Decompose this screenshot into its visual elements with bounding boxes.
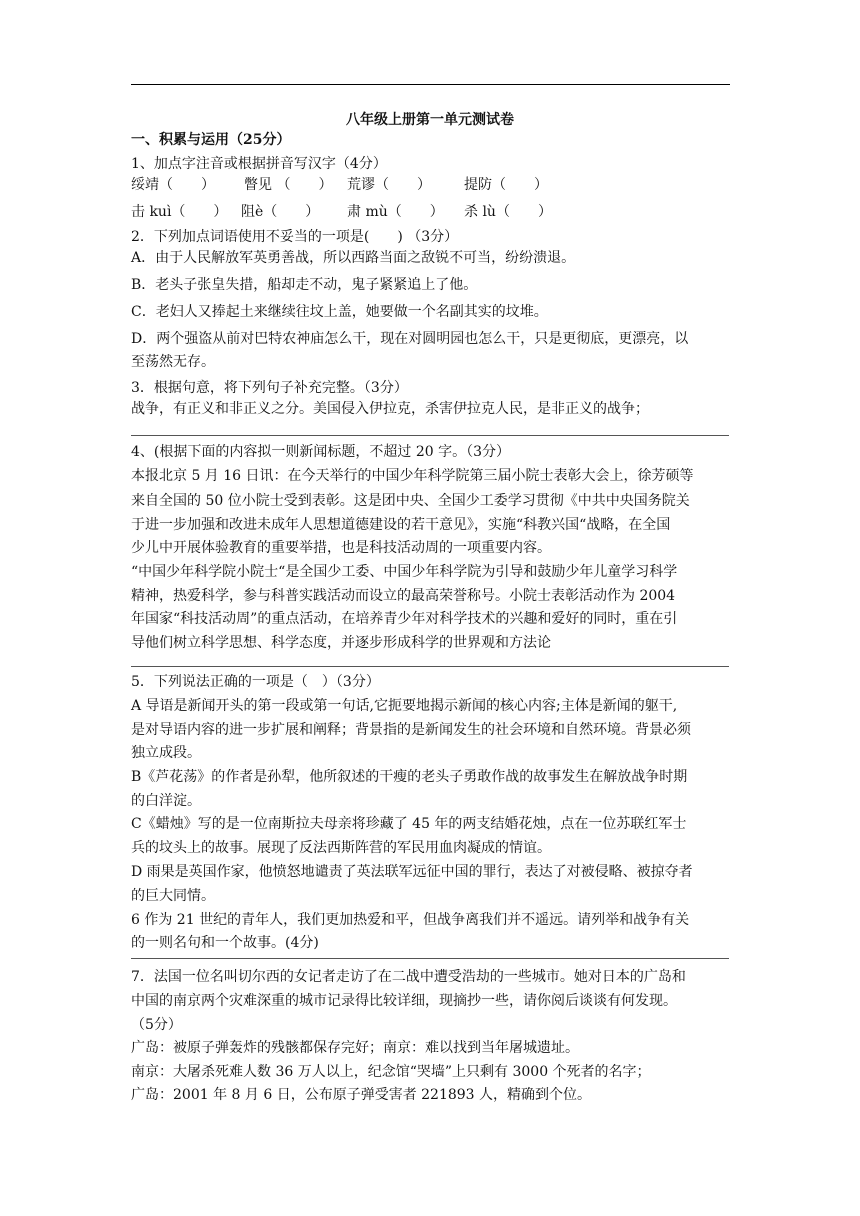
q5-stem: 5．下列说法正确的一项是（ ）（3分） (131, 674, 380, 690)
q7-line: 中国的南京两个灾难深重的城市记录得比较详细，现摘抄一些，请你阅后谈谈有何发现。 (131, 993, 677, 1009)
q1-item: 阻è（ ） (241, 204, 320, 220)
q2-option-d-cont: 至荡然无存。 (131, 354, 215, 370)
q1-item: 瞥见 （ ） (244, 177, 333, 193)
q4-stem: 4、(根据下面的内容拟一则新闻标题，不超过 20 字。（3分） (131, 444, 510, 460)
q2-option-c: C．老妇人又捧起土来继续往坟上盖，她要做一个名副其实的坟堆。 (131, 304, 548, 320)
q1-item: 荒谬（ ） (347, 177, 431, 193)
q7-line: 广岛：被原子弹轰炸的残骸都保存完好；南京：难以找到当年屠城遗址。 (131, 1040, 579, 1056)
q5-line: A 导语是新闻开头的第一段或第一句话,它扼要地揭示新闻的核心内容;主体是新闻的躯干, (131, 698, 678, 714)
q1-stem: 1、加点字注音或根据拼音写汉字（4分） (131, 156, 387, 172)
q5-line: 的巨大同情。 (131, 888, 215, 904)
page-title: 八年级上册第一单元测试卷 (346, 112, 514, 128)
q5-line: C《蜡烛》写的是一位南斯拉夫母亲将珍藏了 45 年的两支结婚花烛，点在一位苏联红军士 (131, 816, 687, 832)
q4-paragraph-line: “中国少年科学院小院士“是全国少工委、中国少年科学院为引导和鼓励少年儿童学习科学 (131, 564, 678, 580)
q6-line: 的一则名句和一个故事。(4分) (131, 935, 319, 951)
q1-item: 杀 lù（ ） (464, 204, 552, 220)
section-heading: 一、积累与运用（25分） (131, 132, 291, 148)
q6-answer-line[interactable] (131, 958, 729, 959)
q5-line: 是对导语内容的进一步扩展和阐释；背景指的是新闻发生的社会环境和自然环境。背景必须 (131, 722, 691, 738)
q4-paragraph-line: 来自全国的 50 位小院士受到表彰。这是团中央、全国少工委学习贯彻《中共中央国务院关 (131, 493, 690, 509)
q4-paragraph-line: 年国家“科技活动周”的重点活动，在培养青少年对科学技术的兴趣和爱好的同时，重在引 (131, 611, 678, 627)
q5-line: 兵的坟头上的故事。展现了反法西斯阵营的军民用血肉凝成的情谊。 (131, 840, 551, 856)
q1-item: 击 kuì（ ） (131, 204, 228, 220)
q7-line: 广岛：2001 年 8 月 6 日，公布原子弹受害者 221893 人，精确到个位。 (131, 1087, 592, 1103)
q2-option-d: D．两个强盗从前对巴特农神庙怎么干，现在对圆明园也怎么干，只是更彻底，更漂亮，以 (131, 331, 689, 347)
header-rule (131, 84, 730, 85)
q1-item: 绥靖（ ） (131, 177, 215, 193)
q4-paragraph-line: 少儿中开展体验教育的重要举措，也是科技活动周的一项重要内容。 (131, 540, 551, 556)
q6-line: 6 作为 21 世纪的青年人，我们更加热爱和平，但战争离我们并不遥远。请列举和战争有关 (131, 912, 690, 928)
q1-item: 肃 mù（ ） (347, 204, 444, 220)
q5-line: 独立成段。 (131, 745, 201, 761)
q7-line: （5分） (131, 1017, 182, 1033)
q3-stem: 3．根据句意，将下列句子补充完整。（3分） (131, 380, 408, 396)
q2-stem: 2．下列加点词语使用不妥当的一项是( ) （3分） (131, 229, 459, 245)
q3-sentence: 战争，有正义和非正义之分。美国侵入伊拉克，杀害伊拉克人民，是非正义的战争； (131, 401, 649, 417)
q5-line: 的白洋淀。 (131, 793, 201, 809)
q4-paragraph-line: 精神，热爱科学，参与科普实践活动而设立的最高荣誉称号。小院士表彰活动作为 2004 (131, 588, 676, 604)
q4-answer-line[interactable] (131, 666, 729, 667)
q7-line: 7．法国一位名叫切尔西的女记者走访了在二战中遭受浩劫的一些城市。她对日本的广岛和 (131, 969, 686, 985)
q7-line: 南京：大屠杀死难人数 36 万人以上，纪念馆“哭墙”上只剩有 3000 个死者的名字； (131, 1064, 651, 1080)
q5-line: D 雨果是英国作家，他愤怒地谴责了英法联军远征中国的罪行，表达了对被侵略、被掠夺者 (131, 864, 693, 880)
q4-paragraph-line: 本报北京 5 月 16 日讯：在今天举行的中国少年科学院第三届小院士表彰大会上，徐芳硕等 (131, 468, 694, 484)
q4-paragraph-line: 于进一步加强和改进未成年人思想道德建设的若干意见》，实施“科教兴国“战略，在全国 (131, 517, 671, 533)
q1-item: 提防（ ） (464, 177, 548, 193)
q2-option-a: A．由于人民解放军英勇善战，所以西路当面之敌锐不可当，纷纷溃退。 (131, 250, 576, 266)
q3-answer-line[interactable] (131, 435, 729, 436)
q4-paragraph-line: 导他们树立科学思想、科学态度，并逐步形成科学的世界观和方法论 (131, 635, 551, 651)
q5-line: B《芦花荡》的作者是孙犁，他所叙述的干瘦的老头子勇敢作战的故事发生在解放战争时期 (131, 769, 688, 785)
q2-option-b: B．老头子张皇失措，船却走不动，鬼子紧紧追上了他。 (131, 277, 478, 293)
